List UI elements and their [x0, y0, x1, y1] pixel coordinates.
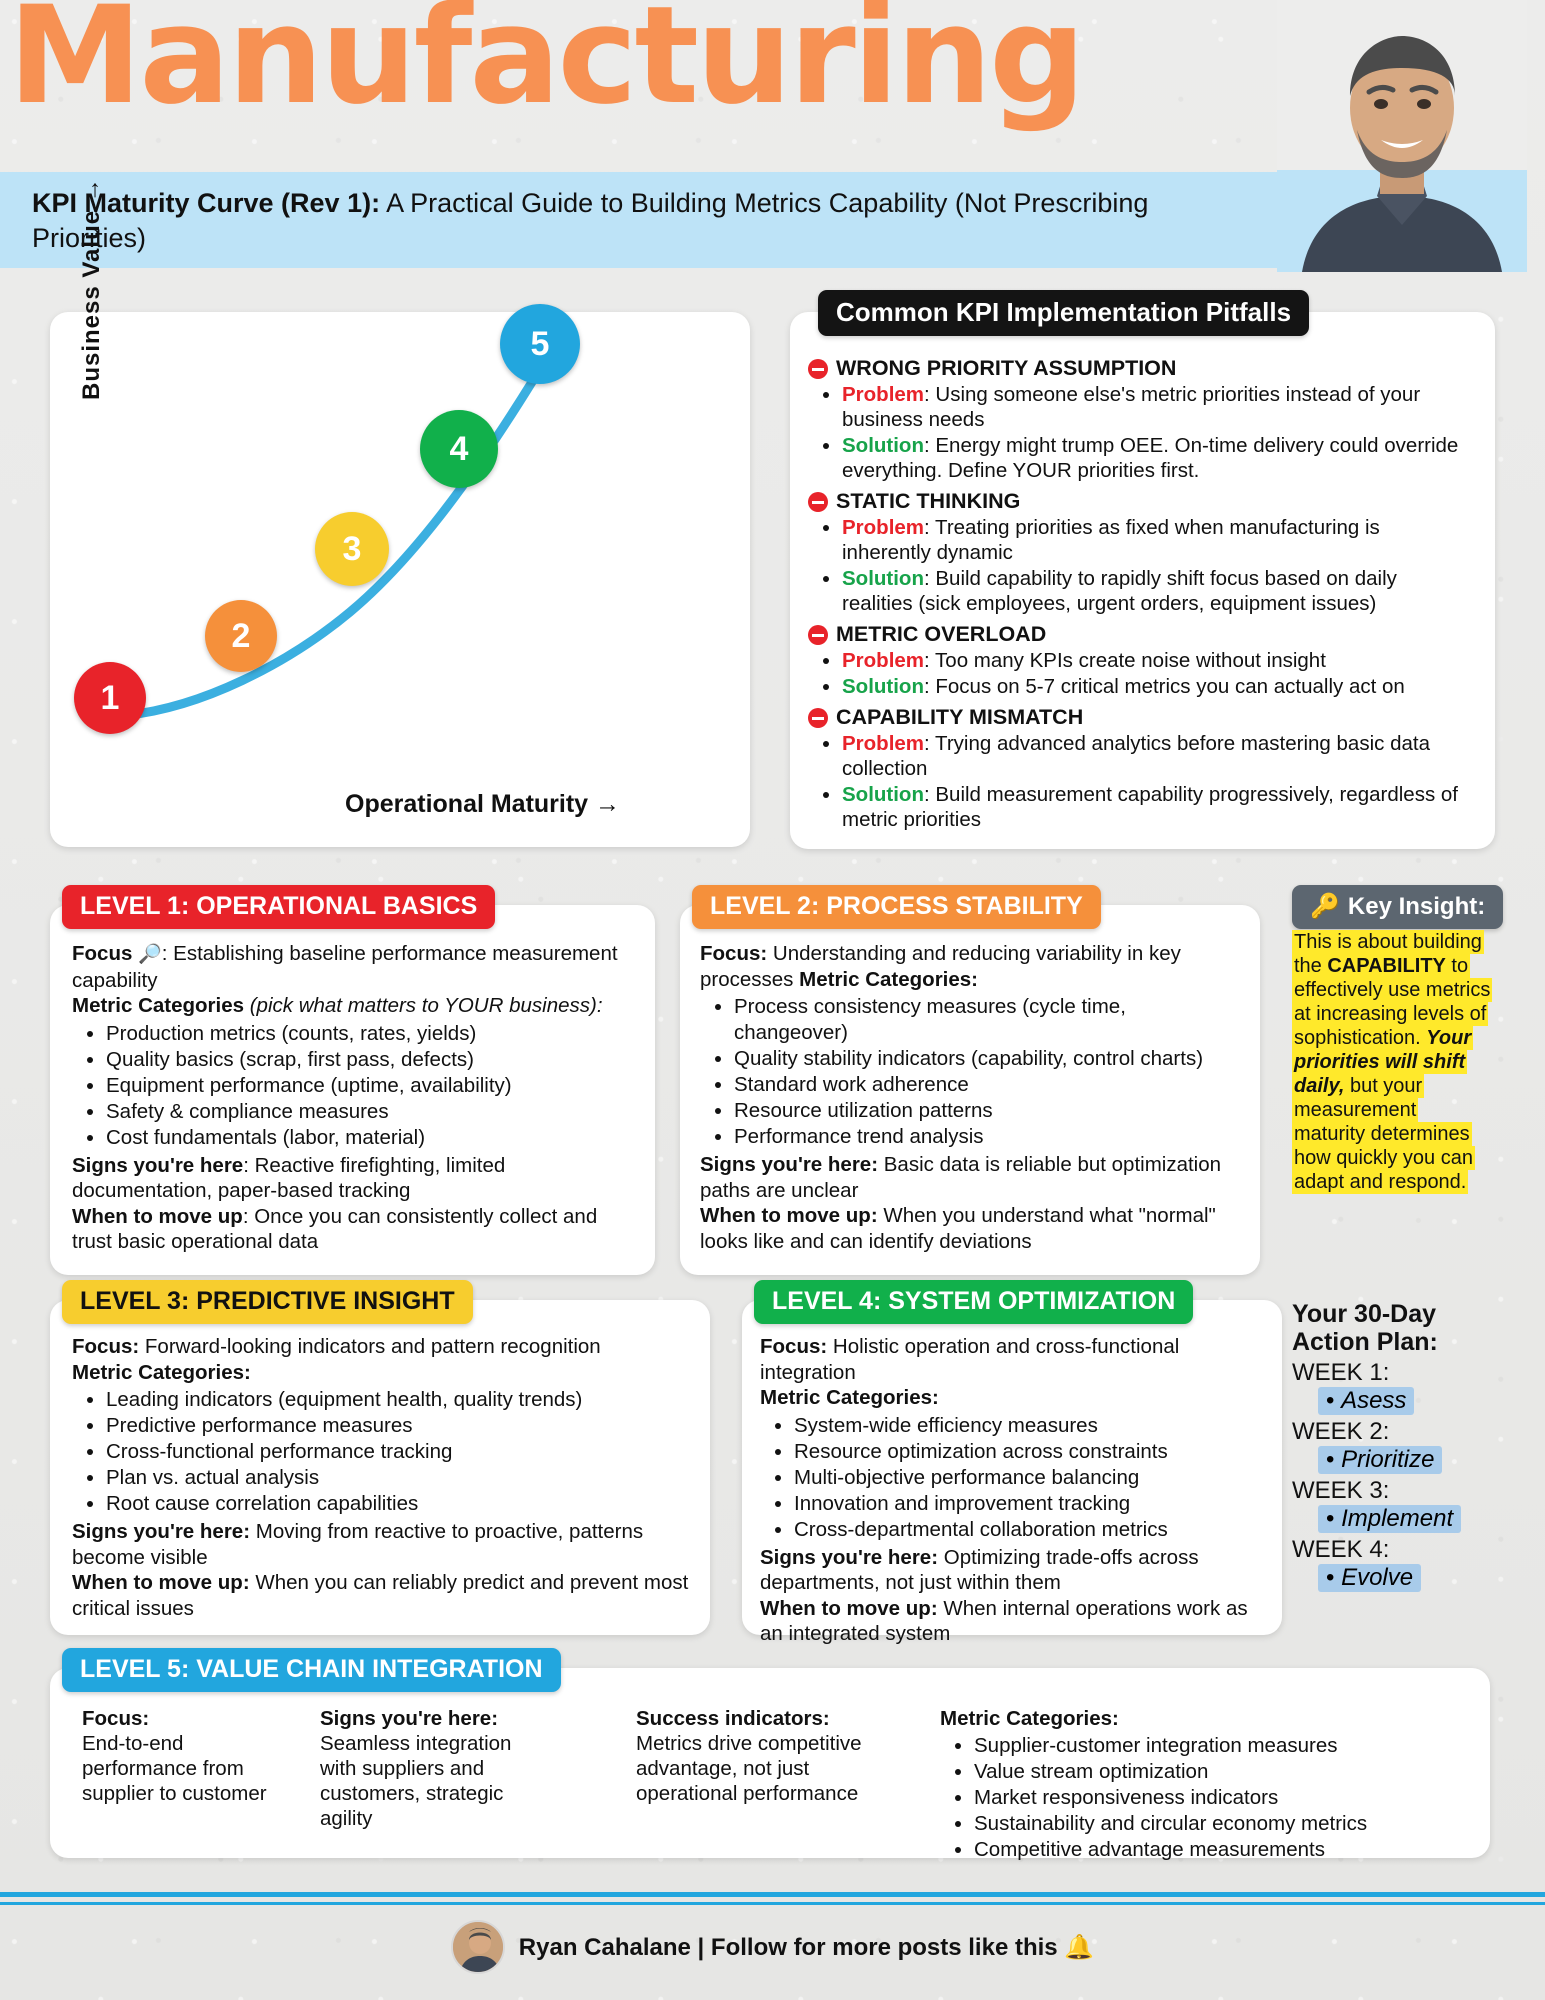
list-item: • Innovation and improvement tracking: [794, 1491, 1266, 1517]
pitfall-solution: • Solution: Build capability to rapidly shift focus based on daily realities (sick employees, urgent orders, equipment issues): [842, 566, 1473, 616]
list-item: • Resource optimization across constraints: [794, 1439, 1266, 1465]
subtitle: [32, 186, 1262, 256]
poster-header: [0, 0, 1545, 280]
maturity-node-1[interactable]: 1: [74, 662, 146, 734]
pitfalls-card: [790, 312, 1495, 849]
subtitle-bold: KPI Maturity Curve (Rev 1):: [32, 188, 381, 218]
action-plan-item: • Prioritize: [1318, 1446, 1442, 1474]
maturity-node-3[interactable]: 3: [315, 512, 389, 586]
pitfall-problem: • Problem: Treating priorities as fixed when manufacturing is inherently dynamic: [842, 515, 1473, 565]
list-item: • Cross-departmental collaboration metrics: [794, 1517, 1266, 1543]
key-insight-text: This is about building the CAPABILITY to effectively use metrics at increasing levels of sophistication. Your priorities will shift daily, but your measurement maturity determines how quickly you can adapt and respond.: [1294, 931, 1491, 1193]
pitfall-problem: • Problem: Using someone else's metric priorities instead of your business needs: [842, 382, 1473, 432]
level-4-focus: Focus: Holistic operation and cross-functional integration: [760, 1335, 1180, 1384]
level-1-focus: Focus 🔎: Establishing baseline performance measurement capability: [72, 942, 618, 992]
level-2-card: [680, 905, 1260, 1275]
level-5-focus: Focus: End-to-end performance from supplier to customer: [82, 1707, 267, 1805]
level-1-signs: Signs you're here: Reactive firefighting, limited documentation, paper-based tracking: [72, 1153, 506, 1202]
level-2-move-up: When to move up: When you understand what "normal" looks like and can identify deviations: [700, 1204, 1216, 1253]
footer-divider-secondary: [0, 1902, 1545, 1905]
list-item: • Root cause correlation capabilities: [106, 1491, 690, 1517]
pitfall-problem: • Problem: Trying advanced analytics before mastering basic data collection: [842, 731, 1473, 781]
list-item: • Value stream optimization: [974, 1759, 1470, 1785]
list-item: • Quality stability indicators (capability, control charts): [734, 1046, 1242, 1072]
pitfall-heading: CAPABILITY MISMATCH: [808, 705, 1473, 730]
list-item: • Cross-functional performance tracking: [106, 1439, 690, 1465]
level-5-title: LEVEL 5: VALUE CHAIN INTEGRATION: [62, 1648, 561, 1692]
list-item: • Performance trend analysis: [734, 1124, 1242, 1150]
level-4-categories-label: Metric Categories:: [760, 1386, 939, 1409]
list-item: • System-wide efficiency measures: [794, 1413, 1266, 1439]
level-2-title: LEVEL 2: PROCESS STABILITY: [692, 885, 1101, 929]
list-item: • Market responsiveness indicators: [974, 1785, 1470, 1811]
list-item: • Plan vs. actual analysis: [106, 1465, 690, 1491]
pitfalls-title: Common KPI Implementation Pitfalls: [818, 290, 1309, 336]
chart-x-axis-label: Operational Maturity →: [345, 790, 621, 818]
list-item: • Safety & compliance measures: [106, 1099, 635, 1125]
prohibited-icon: [808, 359, 828, 379]
level-2-focus: Focus: Understanding and reducing variability in key processes Metric Categories:: [700, 942, 1181, 991]
level-4-move-up: When to move up: When internal operations work as an integrated system: [760, 1596, 1248, 1645]
level-4-bullets: [760, 1413, 1266, 1543]
level-4-title: LEVEL 4: SYSTEM OPTIMIZATION: [754, 1280, 1193, 1324]
level-2-signs: Signs you're here: Basic data is reliable but optimization paths are unclear: [700, 1153, 1222, 1202]
footer: [0, 1920, 1545, 1974]
pitfall-solution: • Solution: Focus on 5-7 critical metrics you can actually act on: [842, 674, 1473, 699]
page-title: Manufacturing: [8, 0, 1083, 134]
level-5-signs: Signs you're here: Seamless integration with suppliers and customers, strategic agility: [320, 1707, 512, 1830]
level-2-bullets: [700, 994, 1242, 1150]
pitfall-solution: • Solution: Energy might trump OEE. On-time delivery could override everything. Define YOUR priorities first.: [842, 433, 1473, 483]
list-item: • Predictive performance measures: [106, 1413, 690, 1439]
level-1-categories-label: Metric Categories (pick what matters to YOUR business):: [72, 994, 603, 1017]
level-1-move-up: When to move up: Once you can consistently collect and trust basic operational data: [72, 1204, 598, 1253]
action-plan-week: WEEK 1:: [1292, 1359, 1390, 1386]
action-plan-week: WEEK 4:: [1292, 1536, 1390, 1563]
list-item: • Competitive advantage measurements: [974, 1837, 1470, 1863]
list-item: • Equipment performance (uptime, availability): [106, 1073, 635, 1099]
action-plan-item: • Evolve: [1318, 1564, 1421, 1592]
level-3-title: LEVEL 3: PREDICTIVE INSIGHT: [62, 1280, 473, 1324]
level-5-success: Success indicators: Metrics drive competitive advantage, not just operational performance: [636, 1707, 862, 1805]
level-3-signs: Signs you're here: Moving from reactive to proactive, patterns become visible: [72, 1520, 644, 1569]
author-headshot: [1277, 0, 1527, 272]
list-item: • Resource utilization patterns: [734, 1098, 1242, 1124]
avatar: [451, 1920, 505, 1974]
list-item: • Cost fundamentals (labor, material): [106, 1125, 635, 1151]
prohibited-icon: [808, 492, 828, 512]
level-1-card: [50, 905, 655, 1275]
chart-y-axis-label: Business Value →: [78, 177, 105, 400]
pitfall-problem: • Problem: Too many KPIs create noise without insight: [842, 648, 1473, 673]
level-3-move-up: When to move up: When you can reliably predict and prevent most critical issues: [72, 1571, 689, 1620]
list-item: • Process consistency measures (cycle time, changeover): [734, 994, 1242, 1046]
list-item: • Quality basics (scrap, first pass, defects): [106, 1047, 635, 1073]
magnifier-icon: 🔎: [138, 944, 162, 965]
pitfall-points: [808, 515, 1473, 616]
footer-credit: Ryan Cahalane | Follow for more posts like this 🔔: [518, 1933, 1095, 1961]
level-1-title: LEVEL 1: OPERATIONAL BASICS: [62, 885, 495, 929]
action-plan: [1292, 1300, 1497, 1592]
level-3-bullets: [72, 1387, 690, 1517]
level-4-card: [742, 1300, 1282, 1645]
action-plan-item: • Implement: [1318, 1505, 1461, 1533]
key-insight-title: 🔑 Key Insight:: [1292, 885, 1503, 929]
action-plan-item: • Asess: [1318, 1387, 1414, 1415]
action-plan-week: WEEK 3:: [1292, 1477, 1390, 1504]
maturity-node-4[interactable]: 4: [420, 410, 498, 488]
action-plan-title: Your 30-Day Action Plan:: [1292, 1300, 1438, 1356]
pitfall-heading: WRONG PRIORITY ASSUMPTION: [808, 356, 1473, 381]
level-1-bullets: [72, 1021, 635, 1151]
list-item: • Supplier-customer integration measures: [974, 1733, 1470, 1759]
level-3-focus: Focus: Forward-looking indicators and pattern recognition: [72, 1335, 601, 1358]
level-3-categories-label: Metric Categories:: [72, 1360, 251, 1384]
level-5-categories: Metric Categories: • Supplier-customer integration measures • Value stream optimization • Market responsiveness indicators • Sustainability and circular economy metrics • Competitive advantage measurements: [940, 1706, 1470, 1865]
maturity-curve-chart: [50, 312, 750, 847]
maturity-node-2[interactable]: 2: [205, 600, 277, 672]
list-item: • Standard work adherence: [734, 1072, 1242, 1098]
action-plan-week: WEEK 2:: [1292, 1418, 1390, 1445]
prohibited-icon: [808, 625, 828, 645]
key-icon: 🔑: [1310, 893, 1340, 920]
list-item: • Leading indicators (equipment health, quality trends): [106, 1387, 690, 1413]
pitfall-points: [808, 648, 1473, 699]
footer-divider: [0, 1892, 1545, 1897]
level-5-bullets: [940, 1733, 1470, 1863]
pitfall-points: [808, 382, 1473, 483]
prohibited-icon: [808, 708, 828, 728]
pitfall-heading: STATIC THINKING: [808, 489, 1473, 514]
list-item: • Production metrics (counts, rates, yields): [106, 1021, 635, 1047]
level-4-signs: Signs you're here: Optimizing trade-offs across departments, not just within them: [760, 1545, 1199, 1594]
level-3-card: [50, 1300, 710, 1635]
maturity-curve-card: [50, 312, 750, 847]
pitfall-heading: METRIC OVERLOAD: [808, 622, 1473, 647]
maturity-node-5[interactable]: 5: [500, 304, 580, 384]
pitfall-points: [808, 731, 1473, 832]
subtitle-rest: A Practical Guide to Building Metrics Capability (Not Prescribing Priorities): [32, 188, 1149, 253]
list-item: • Sustainability and circular economy metrics: [974, 1811, 1470, 1837]
pitfall-solution: • Solution: Build measurement capability progressively, regardless of metric priorities: [842, 782, 1473, 832]
list-item: • Multi-objective performance balancing: [794, 1465, 1266, 1491]
